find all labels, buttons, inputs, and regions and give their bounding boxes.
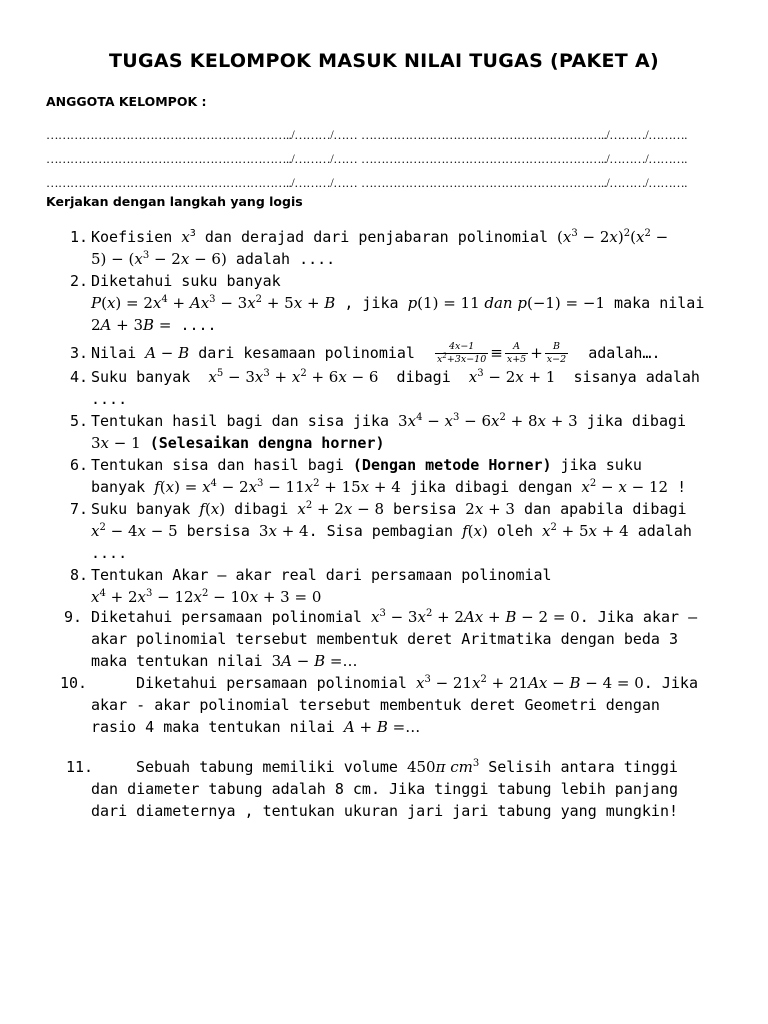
member-line: ……………………………………………………../………/…… [46, 176, 358, 190]
member-line: ……………………………………………………../………/………. [361, 176, 687, 190]
member-line: ……………………………………………………../………/…… [46, 152, 358, 166]
page-title: TUGAS KELOMPOK MASUK NILAI TUGAS (PAKET A) [109, 50, 659, 72]
question-number: 6. [69, 456, 88, 474]
member-line: ……………………………………………………../………/…… [46, 128, 358, 142]
question-number: 11. [66, 758, 94, 776]
question-number: 4. [69, 368, 88, 386]
member-line: ……………………………………………………../………/………. [361, 152, 687, 166]
question-number: 9. [63, 608, 82, 626]
member-line: ……………………………………………………../………/………. [361, 128, 687, 142]
question-number: 3. [69, 344, 88, 362]
question-number: 10. [60, 674, 88, 692]
question-number: 1. [69, 228, 88, 246]
question-text: Koefisien $x^3$ dan derajad dari penjabaran polinomial $(x^3 - 2x)^2(x^2$ − [91, 228, 669, 246]
horner-method-note: (Dengan metode Horner) [352, 456, 552, 474]
question-number: 8. [69, 566, 88, 584]
horner-note: (Selesaikan dengna horner) [149, 434, 385, 452]
anggota-label: ANGGOTA KELOMPOK : [46, 94, 207, 109]
question-number: 7. [69, 500, 88, 518]
question-number: 5. [69, 412, 88, 430]
question-number: 2. [69, 272, 88, 290]
worksheet-page: TUGAS KELOMPOK MASUK NILAI TUGAS (PAKET A) ANGGOTA KELOMPOK : ……………………………………………………../………/…… ……………………………………………………../………/………. ……………………………………………………../………/…… ……………………………………………………../………/………. ……………………………………………………../………/…… ……………………………………………………../………/………. Kerjakan dengan langkah yang logis 1. Koefisien $x^3$ dan derajad dari penjabaran polinomial $(x^3 - 2x)^2(x^2$ − $5) - (x^3 - 2x - 6)$ adalah .... 2. Diketahui suku banyak $P(x) = 2x^4 + Ax^3 - 3x^2 + 5x + B$ , jika p(1) = 11 dan p(−1) = −1 maka nilai 2A + 3B = .... 3. Nilai A − B dari kesamaan polinomial $\frac{4x-1}{x^2+3x-10}$ ≡ $\frac{A}{x+5}$ + $\frac{B}{x-2}$ adalah…. 4. Suku banyak $x^5 - 3x^3 + x^2 + 6x - 6$ dibagi $x^3 - 2x + 1$ sisanya adalah .... 5. Tentukan hasil bagi dan sisa jika $3x^4 - x^3 - 6x^2 + 8x + 3$ jika dibagi 3x − 1 (Selesaikan dengna horner) 6. Tentukan sisa dan hasil bagi (Dengan metode Horner) jika suku banyak $f(x) = x^4 - 2x^3 - 11x^2 + 15x + 4$ jika dibagi dengan $x^2 - x - 12$ ! 7. Suku banyak f(x) dibagi $x^2 + 2x - 8$ bersisa 2x + 3 dan apabila dibagi $x^2 - 4x - 5$ bersisa 3x + 4. Sisa pembagian f(x) oleh $x^2 + 5x + 4$ adalah .... 8. Tentukan Akar – akar real dari persamaan polinomial $x^4 + 2x^3 - 12x^2 - 10x + 3 = 0$ 9. Diketahui persamaan polinomial $x^3 - 3x^2 + 2Ax + B - 2 = 0$. Jika akar – akar polinomial tersebut membentuk deret Aritmatika dengan beda 3 maka tentukan nilai 3A − B =… 10. Diketahui persamaan polinomial $x^3 - 21x^2 + 21Ax - B - 4 = 0$. Jika akar - akar polinomial tersebut membentuk deret Geometri dengan rasio 4 maka tentukan nilai A + B =… 11. Sebuah tabung memiliki volume 450π $cm^3$ Selisih antara tinggi dan diameter tabung adalah 8 cm. Jika tinggi tabung lebih panjang dari diameternya , tentukan ukuran jari jari tabung yang mungkin! [0, 0, 768, 1024]
instruction-text: Kerjakan dengan langkah yang logis [46, 194, 303, 209]
